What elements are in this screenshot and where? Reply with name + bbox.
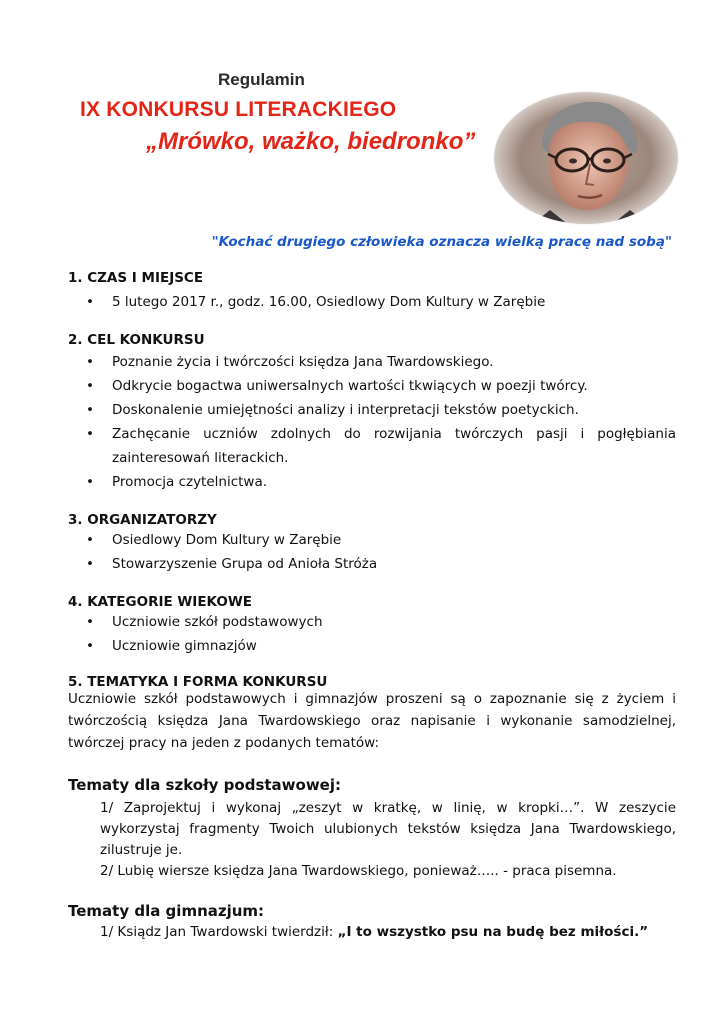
- bullet-icon: •: [86, 402, 94, 418]
- bullet-icon: •: [86, 426, 94, 442]
- regulamin-heading: Regulamin: [218, 70, 305, 89]
- list-item: • Poznanie życia i twórczości księdza Jana Twardowskiego.: [84, 350, 676, 374]
- contest-heading: IX KONKURSU LITERACKIEGO: [80, 98, 397, 121]
- bullet-icon: •: [86, 556, 94, 572]
- section-5-text: Uczniowie szkół podstawowych i gimnazjów proszeni są o zapoznanie się z życiem i twórczością księdza Jana Twardowskiego oraz napisanie i wykonanie samodzielnej, twórczej pracy na jeden z podanych tematów:: [68, 691, 676, 751]
- motto-quote: "Kochać drugiego człowieka oznacza wielką pracę nad sobą": [211, 234, 672, 250]
- section-list-cel: [84, 350, 676, 494]
- bullet-icon: •: [86, 638, 94, 654]
- section-heading-tematyka: 5. TEMATYKA I FORMA KONKURSU: [68, 674, 328, 690]
- section-heading-kategorie-wiekowe: 4. KATEGORIE WIEKOWE: [68, 594, 252, 610]
- bullet-icon: •: [86, 294, 94, 310]
- primary-topic-1: 1/ Zaprojektuj i wykonaj „zeszyt w kratkę, w linię, w kropki…”. W zeszycie wykorzystaj fragmenty Twoich ulubionych tekstów księdza Jana Twardowskiego, zilustruje je.: [100, 800, 676, 858]
- primary-topic-2: 2/ Lubię wiersze księdza Jana Twardowskiego, ponieważ….. - praca pisemna.: [100, 863, 617, 879]
- list-item: • Odkrycie bogactwa uniwersalnych wartości tkwiących w poezji twórcy.: [84, 374, 676, 398]
- list-item: • 5 lutego 2017 r., godz. 16.00, Osiedlowy Dom Kultury w Zarębie: [84, 290, 676, 314]
- list-item: • Uczniowie szkół podstawowych: [84, 610, 676, 634]
- primary-topics-heading: Tematy dla szkoły podstawowej:: [68, 776, 341, 794]
- bullet-icon: •: [86, 378, 94, 394]
- list-item: • Uczniowie gimnazjów: [84, 634, 676, 658]
- contest-title: „Mrówko, ważko, biedronko”: [146, 128, 476, 155]
- portrait-photo: [490, 90, 682, 226]
- section-list-kategorie: [84, 610, 676, 658]
- bullet-icon: •: [86, 614, 94, 630]
- section-heading-cel-konkursu: 2. CEL KONKURSU: [68, 332, 205, 348]
- section-heading-organizatorzy: 3. ORGANIZATORZY: [68, 512, 217, 528]
- list-item: • Osiedlowy Dom Kultury w Zarębie: [84, 528, 676, 552]
- bullet-icon: •: [86, 354, 94, 370]
- section-list-organizatorzy: [84, 528, 676, 576]
- gimnazjum-topic-1: [100, 922, 676, 943]
- list-item: • Stowarzyszenie Grupa od Anioła Stróża: [84, 552, 676, 576]
- gimnazjum-topics-heading: Tematy dla gimnazjum:: [68, 902, 265, 920]
- gimnazjum-topic-1-quote: „I to wszystko psu na budę bez miłości.”: [337, 924, 649, 940]
- list-item: • Promocja czytelnictwa.: [84, 470, 676, 494]
- section-list-czas: [84, 290, 676, 314]
- list-item: • Zachęcanie uczniów zdolnych do rozwijania twórczych pasji i pogłębiania zainteresowań literackich.: [84, 422, 676, 470]
- bullet-icon: •: [86, 474, 94, 490]
- list-item: • Doskonalenie umiejętności analizy i interpretacji tekstów poetyckich.: [84, 398, 676, 422]
- gimnazjum-topic-1-prefix: 1/ Ksiądz Jan Twardowski twierdził:: [100, 924, 338, 940]
- bullet-icon: •: [86, 532, 94, 548]
- section-heading-czas-i-miejsce: 1. CZAS I MIEJSCE: [68, 270, 204, 286]
